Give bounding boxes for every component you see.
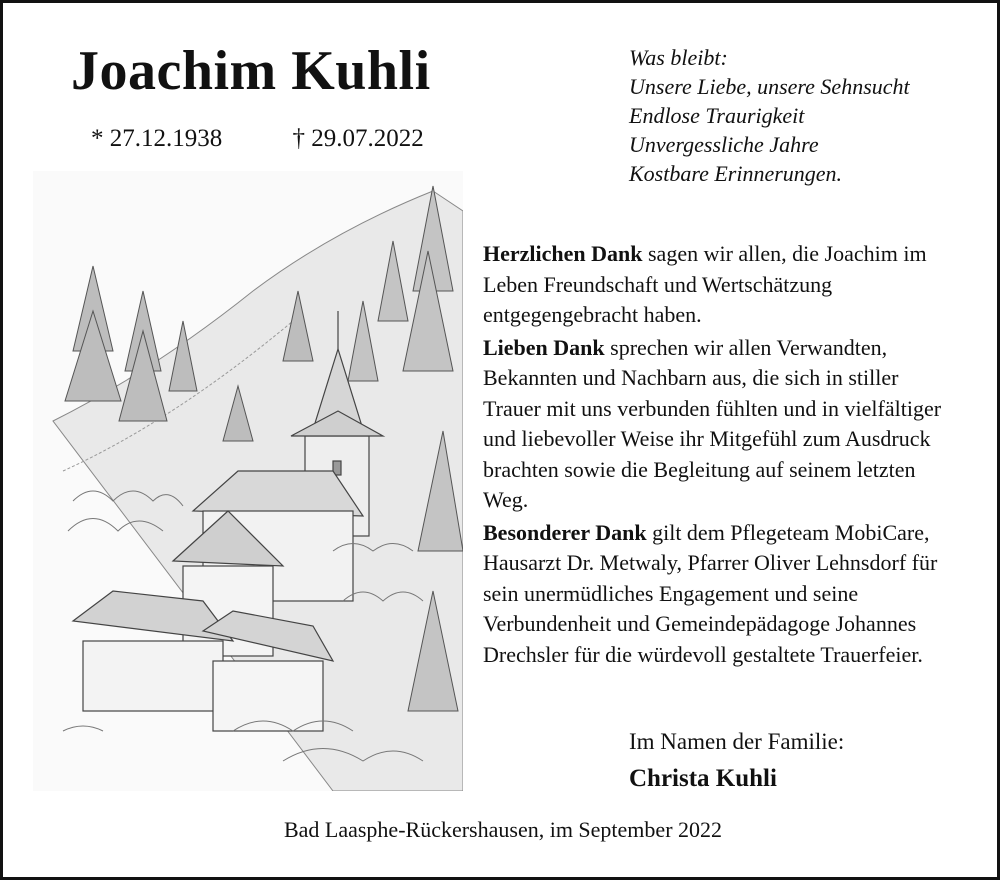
memorial-poem (629, 43, 910, 188)
poem-line: Kostbare Erinnerungen. (629, 161, 843, 186)
poem-line: Endlose Traurigkeit (629, 103, 805, 128)
death-date: † 29.07.2022 (292, 125, 424, 152)
thanks-heading-1: Herzlichen Dank (483, 241, 643, 266)
thanks-heading-3: Besonderer Dank (483, 519, 647, 545)
thank-you-message (483, 239, 953, 672)
village-church-sketch (33, 171, 463, 791)
birth-date: * 27.12.1938 (91, 125, 223, 152)
thanks-body-3: gilt dem Pflegeteam MobiCare, Hausarzt Dr. Metwaly, Pfarrer Oliver Lehnsdorf für sein unermüdliches Engagement und seine Verbundenheit und Gemeindepädagoge Johannes Drechsler für die würdevoll gestaltete Trauerfeier. (483, 519, 938, 667)
poem-line: Unsere Liebe, unsere Sehnsucht (629, 74, 910, 99)
poem-line: Was bleibt: (629, 45, 728, 70)
thanks-body-1: sagen wir allen, die Joachim im Leben Freundschaft und Wertschätzung entgegengebracht haben. (483, 241, 927, 327)
deceased-name: Joachim Kuhli (71, 40, 431, 102)
thanks-body-2: sprechen wir allen Verwandten, Bekannten und Nachbarn aus, die sich in stiller Trauer mit uns verbunden fühlten und in vielfältiger und liebevoller Weise ihr Mitgefühl zum Ausdruck brachten sowie die Begleitung auf seinem letzten Weg. (483, 334, 942, 512)
thanks-paragraph-3 (483, 518, 953, 671)
life-dates (91, 125, 424, 153)
family-label: Im Namen der Familie: (629, 729, 845, 754)
family-signatory: Christa Kuhli (629, 765, 777, 792)
place-and-date: Bad Laasphe-Rückershausen, im September 2022 (283, 817, 723, 842)
poem-line: Unvergessliche Jahre (629, 132, 819, 157)
thanks-heading-2: Lieben Dank (483, 334, 605, 360)
thanks-paragraph-1 (483, 239, 953, 331)
thanks-paragraph-2 (483, 333, 953, 516)
